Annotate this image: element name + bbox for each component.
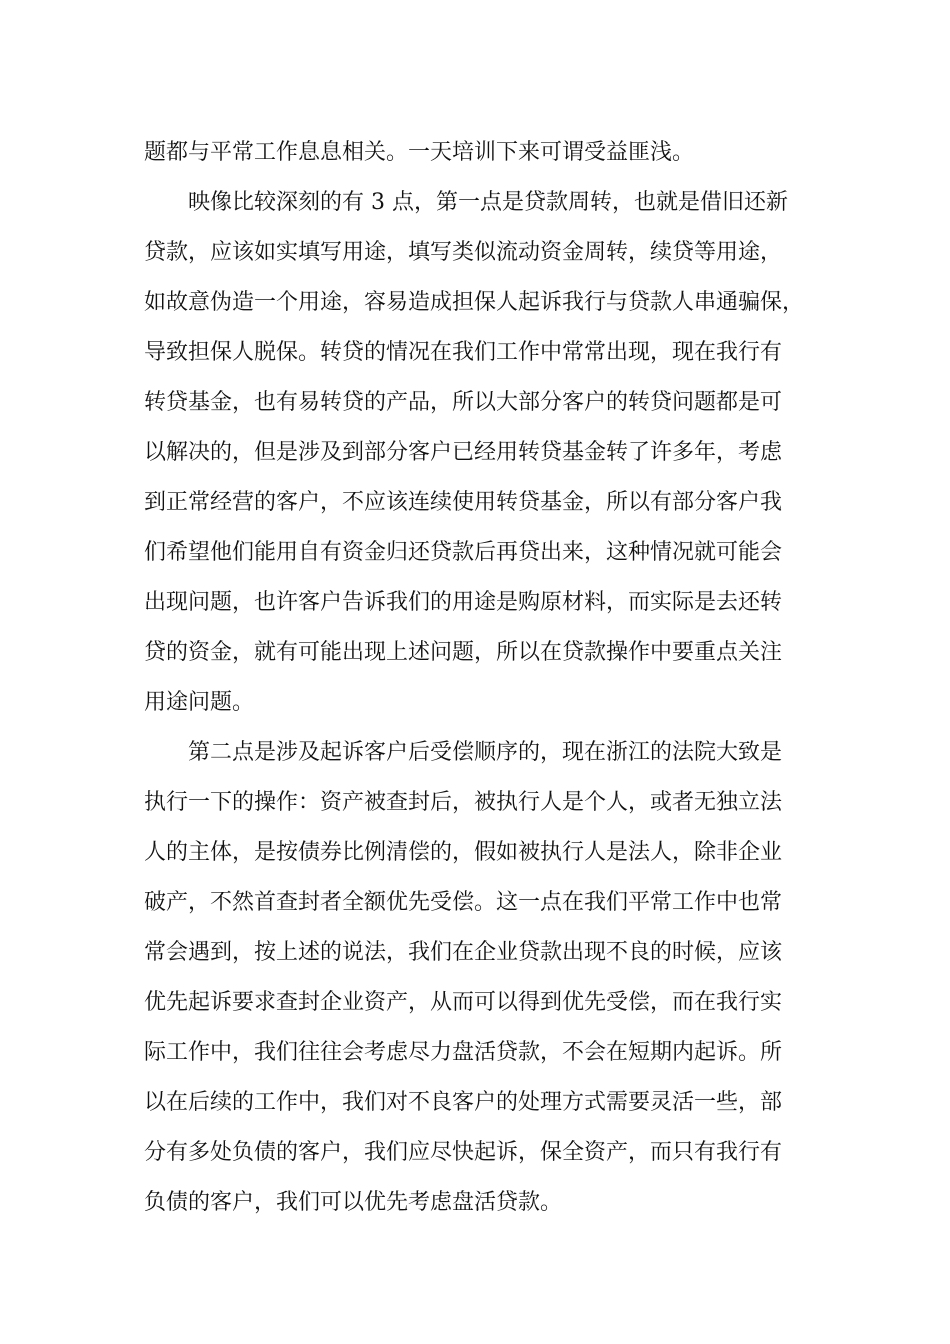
text-line: 执行一下的操作：资产被查封后，被执行人是个人，或者无独立法 — [144, 790, 783, 815]
text-line: 转贷基金，也有易转贷的产品，所以大部分客户的转贷问题都是可 — [144, 390, 783, 415]
text-line: 到正常经营的客户，不应该连续使用转贷基金，所以有部分客户我 — [144, 490, 783, 515]
text-line: 贷的资金，就有可能出现上述问题，所以在贷款操作中要重点关注 — [144, 640, 783, 665]
text-line: 贷款，应该如实填写用途，填写类似流动资金周转，续贷等用途， — [144, 240, 783, 265]
text-line: 用途问题。 — [144, 690, 255, 715]
text-line: 如故意伪造一个用途，容易造成担保人起诉我行与贷款人串通骗保， — [144, 290, 805, 315]
text-line: 题都与平常工作息息相关。一天培训下来可谓受益匪浅。 — [144, 140, 695, 165]
text-line: 负债的客户，我们可以优先考虑盘活贷款。 — [144, 1190, 563, 1215]
text-line: 破产，不然首查封者全额优先受偿。这一点在我们平常工作中也常 — [144, 890, 783, 915]
text-line: 际工作中，我们往往会考虑尽力盘活贷款，不会在短期内起诉。所 — [144, 1040, 783, 1065]
paragraph-start-line: 第二点是涉及起诉客户后受偿顺序的，现在浙江的法院大致是 — [188, 740, 783, 765]
text-line: 出现问题，也许客户告诉我们的用途是购原材料，而实际是去还转 — [144, 590, 783, 615]
text-line: 分有多处负债的客户，我们应尽快起诉，保全资产，而只有我行有 — [144, 1140, 783, 1165]
text-line: 人的主体，是按债券比例清偿的，假如被执行人是法人，除非企业 — [144, 840, 783, 865]
paragraph-start-line: 映像比较深刻的有 3 点，第一点是贷款周转，也就是借旧还新 — [188, 190, 788, 215]
text-line: 以在后续的工作中，我们对不良客户的处理方式需要灵活一些，部 — [144, 1090, 783, 1115]
text-line: 常会遇到，按上述的说法，我们在企业贷款出现不良的时候，应该 — [144, 940, 783, 965]
text-line: 以解决的，但是涉及到部分客户已经用转贷基金转了许多年，考虑 — [144, 440, 783, 465]
text-line: 们希望他们能用自有资金归还贷款后再贷出来，这种情况就可能会 — [144, 540, 783, 565]
text-line: 优先起诉要求查封企业资产，从而可以得到优先受偿，而在我行实 — [144, 990, 783, 1015]
text-line: 导致担保人脱保。转贷的情况在我们工作中常常出现，现在我行有 — [144, 340, 783, 365]
